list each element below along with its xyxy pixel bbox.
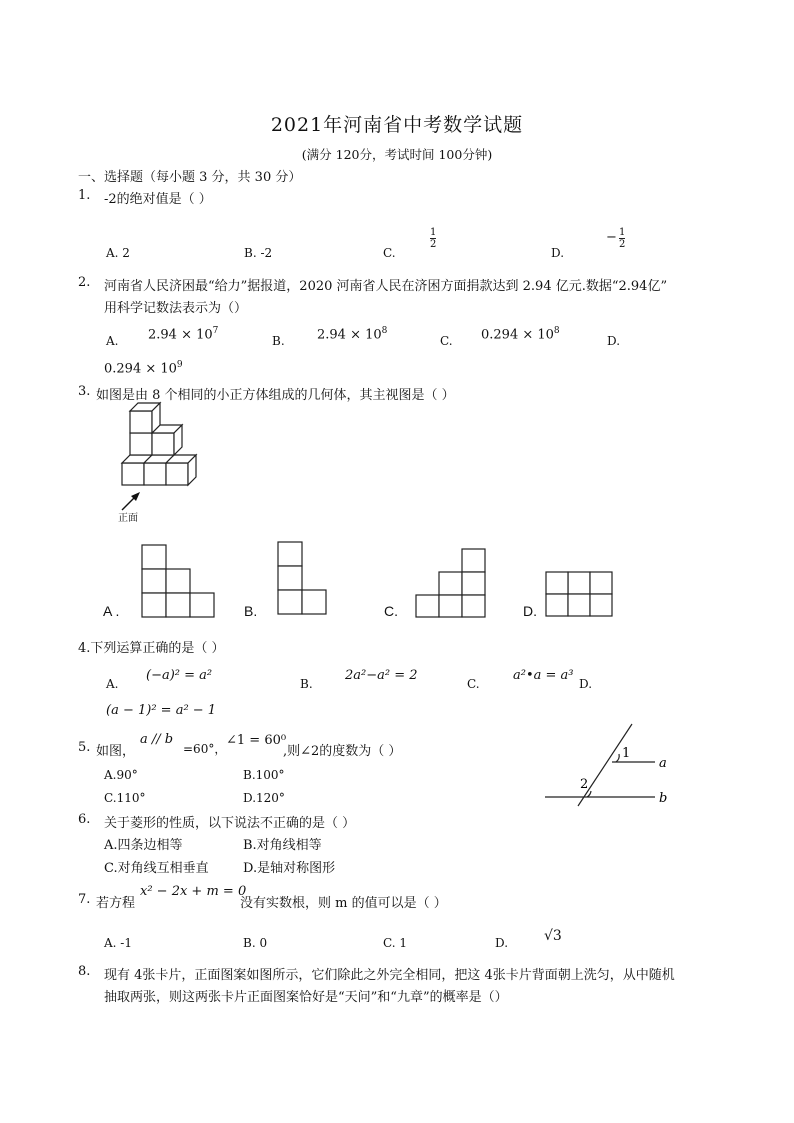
question-5-parallel: a // b	[140, 732, 174, 747]
q1-option-c-fraction: $\frac{1}{2}$	[430, 227, 437, 250]
q4-option-b: B.	[300, 677, 313, 691]
q6-option-d: D.是轴对称图形	[243, 861, 336, 876]
question-7-equation: x² − 2x + m = 0	[140, 884, 247, 899]
q7-option-c: C. 1	[383, 936, 408, 950]
question-7-prefix: 若方程	[96, 896, 136, 911]
q2-option-c: C.	[440, 334, 453, 348]
q1-option-b: B. -2	[244, 246, 273, 260]
question-4-text: 4.下列运算正确的是（ ）	[78, 641, 225, 656]
cube-solid-figure	[110, 405, 210, 495]
section-heading: 一、选择题（每小题 3 分，共 30 分）	[78, 170, 302, 185]
q4-option-a-expr: (−a)² = a²	[146, 668, 213, 683]
question-5-suffix: ,则∠2的度数为（ ）	[283, 744, 402, 759]
q2-option-c-expr: $0.294 \times 10^8$	[481, 326, 560, 343]
q2-option-b: B.	[272, 334, 285, 348]
question-5-prefix: 如图，	[96, 744, 136, 759]
question-2-number: 2.	[78, 275, 91, 290]
q6-option-a: A.四条边相等	[104, 838, 183, 853]
question-1-number: 1.	[78, 188, 91, 203]
q7-option-a: A. -1	[104, 936, 132, 950]
q6-option-b: B.对角线相等	[243, 838, 322, 853]
q5-option-d: D.120°	[243, 791, 285, 805]
q4-option-b-expr: 2a²−a² = 2	[345, 668, 418, 683]
q7-option-b: B. 0	[243, 936, 268, 950]
q1-option-d: D.	[551, 246, 565, 260]
q2-option-b-expr: $2.94 \times 10^8$	[317, 326, 388, 343]
q3-option-c-figure	[415, 548, 487, 618]
q2-option-a-expr: $2.94 \times 10^7$	[148, 326, 219, 343]
q4-option-d-expr: (a − 1)² = a² − 1	[106, 703, 217, 718]
q6-option-c: C.对角线互相垂直	[104, 861, 209, 876]
q5-option-b: B.100°	[243, 768, 285, 782]
q7-option-d: D.	[495, 936, 509, 950]
q3-option-c: C.	[384, 603, 398, 619]
q5-option-c: C.110°	[104, 791, 146, 805]
question-8-line1: 现有 4张卡片，正面图案如图所示，它们除此之外完全相同，把这 4张卡片背面朝上洗匀，从中随机	[104, 968, 675, 983]
q1-option-a: A. 2	[106, 246, 130, 260]
q3-option-a: A .	[103, 603, 120, 619]
q4-option-c: C.	[467, 677, 480, 691]
q3-option-d-figure	[545, 571, 615, 619]
question-3-number: 3.	[78, 384, 91, 399]
front-label: 正面	[118, 513, 138, 524]
line-a-label: a	[659, 756, 667, 771]
question-8-number: 8.	[78, 964, 91, 979]
question-6-text: 关于菱形的性质，以下说法不正确的是（ ）	[104, 816, 356, 831]
q2-option-a: A.	[106, 334, 119, 348]
question-2-line2: 用科学记数法表示为（）	[104, 301, 248, 316]
question-8-line2: 抽取两张，则这两张卡片正面图案恰好是“天问”和“九章”的概率是（）	[104, 990, 508, 1005]
line-b-label: b	[659, 791, 668, 806]
q3-option-a-figure	[141, 544, 215, 618]
q4-option-a: A.	[106, 677, 119, 691]
question-5-angle: ∠1 = 60⁰	[226, 733, 287, 748]
q7-option-d-value: √3	[544, 928, 562, 944]
q2-option-d-expr: $0.294 \times 10^9$	[104, 360, 183, 377]
parallel-lines-figure	[540, 722, 680, 812]
q1-option-d-fraction: $\frac{1}{2}$	[619, 227, 626, 250]
question-7-number: 7.	[78, 892, 91, 907]
question-1-text: -2的绝对值是（ ）	[104, 192, 212, 207]
q3-option-b: B.	[244, 603, 258, 619]
q1-option-d-sign: −	[606, 230, 617, 245]
q4-option-d: D.	[579, 677, 593, 691]
q3-option-d: D.	[523, 603, 537, 619]
angle-1-label: 1	[622, 746, 631, 761]
page-title: 2021年河南省中考数学试题	[270, 114, 524, 136]
question-5-mid: =60°，	[183, 742, 227, 756]
question-3-text: 如图是由 8 个相同的小正方体组成的几何体，其主视图是（ ）	[96, 388, 455, 403]
q4-option-c-expr: a²•a = a³	[513, 668, 574, 683]
question-2-line1: 河南省人民济困最“给力”据报道，2020 河南省人民在济困方面捐款达到 2.94 亿元.数据“2.94亿”	[104, 279, 668, 294]
question-6-number: 6.	[78, 812, 91, 827]
q5-option-a: A.90°	[104, 768, 138, 782]
q1-option-c: C.	[383, 246, 396, 260]
q2-option-d: D.	[607, 334, 621, 348]
angle-2-label: 2	[580, 777, 589, 792]
page-subtitle: (满分 120分，考试时间 100分钟)	[301, 147, 493, 162]
question-7-suffix: 没有实数根，则 m 的值可以是（ ）	[240, 896, 447, 911]
question-5-number: 5.	[78, 740, 91, 755]
q3-option-b-figure	[277, 541, 329, 617]
